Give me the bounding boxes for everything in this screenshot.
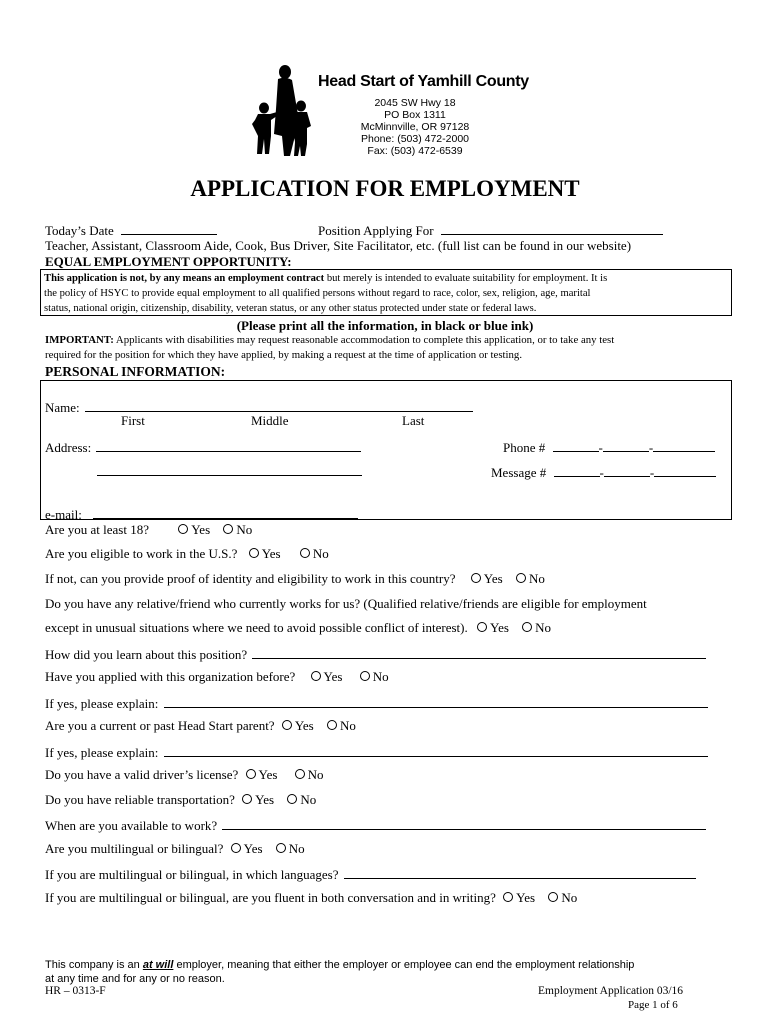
question-parent-text: Are you a current or past Head Start parent? xyxy=(45,718,275,733)
option-label: Yes xyxy=(294,718,314,733)
at-will-text-post: employer, meaning that either the employer or employee can end the employment relationship xyxy=(173,959,635,971)
name-field[interactable] xyxy=(85,398,473,412)
position-label: Position Applying For xyxy=(318,223,434,238)
question-learn-text: How did you learn about this position? xyxy=(45,647,248,662)
question-languages xyxy=(45,865,696,883)
at-will-text-line2: at any time and for any or no reason. xyxy=(45,973,225,985)
eeo-text-3: status, national origin, citizenship, disability, veteran status, or any other status protected under state or federal laws. xyxy=(44,303,537,314)
question-fluent-text: If you are multilingual or bilingual, are you fluent in both conversation and in writing? xyxy=(45,890,496,905)
org-name: Head Start of Yamhill County xyxy=(318,73,529,90)
radio-icon xyxy=(231,843,241,853)
radio-icon xyxy=(223,524,233,534)
name-middle-label: Middle xyxy=(251,413,289,428)
important-label: IMPORTANT: xyxy=(45,334,114,346)
radio-icon xyxy=(360,671,370,681)
message-row: Message # - - xyxy=(491,463,716,481)
parent-yes-option[interactable] xyxy=(282,718,314,734)
question-available-text: When are you available to work? xyxy=(45,818,218,833)
question-relative-line1: Do you have any relative/friend who currently works for us? (Qualified relative/friends are eligible for employment xyxy=(45,596,647,611)
radio-icon xyxy=(311,671,321,681)
org-address-line1: 2045 SW Hwy 18 xyxy=(374,97,456,109)
address-label: Address: xyxy=(45,440,92,455)
question-explain-applied-text: If yes, please explain: xyxy=(45,696,159,711)
applied-yes-option[interactable] xyxy=(311,669,343,685)
age-no-option[interactable] xyxy=(223,522,252,538)
option-label: No xyxy=(312,546,329,561)
radio-icon xyxy=(249,548,259,558)
radio-icon xyxy=(295,769,305,779)
phone-area-field[interactable] xyxy=(553,438,599,452)
org-address-line3: McMinnville, OR 97128 xyxy=(360,121,470,133)
org-address-line2: PO Box 1311 xyxy=(384,109,446,121)
question-available xyxy=(45,816,706,834)
question-applied-text: Have you applied with this organization before? xyxy=(45,669,296,684)
question-learn xyxy=(45,645,706,663)
proof-yes-option[interactable] xyxy=(471,571,503,587)
org-address xyxy=(340,97,490,157)
radio-icon xyxy=(282,720,292,730)
option-label: Yes xyxy=(483,571,503,586)
question-fluent xyxy=(45,890,577,906)
message-prefix-field[interactable] xyxy=(604,463,650,477)
message-area-field[interactable] xyxy=(554,463,600,477)
date-row xyxy=(45,221,217,239)
print-note: (Please print all the information, in black or blue ink) xyxy=(236,318,534,333)
eeo-heading: EQUAL EMPLOYMENT OPPORTUNITY: xyxy=(45,254,292,269)
personal-heading: PERSONAL INFORMATION: xyxy=(45,364,226,379)
age-yes-option[interactable] xyxy=(178,522,210,538)
question-proof xyxy=(45,571,545,587)
parent-no-option[interactable] xyxy=(327,718,356,734)
important-text-2: required for the position for which they have applied, by making a request at the time of application or testing. xyxy=(45,349,523,361)
question-explain-parent xyxy=(45,743,708,761)
message-line-field[interactable] xyxy=(654,463,716,477)
relative-no-option[interactable] xyxy=(522,620,551,636)
important-text-1: Applicants with disabilities may request reasonable accommodation to complete this application, or to take any test xyxy=(113,334,615,346)
org-fax: Fax: (503) 472-6539 xyxy=(367,145,463,157)
radio-icon xyxy=(242,794,252,804)
question-explain-parent-text: If yes, please explain: xyxy=(45,745,159,760)
question-multi-text: Are you multilingual or bilingual? xyxy=(45,841,224,856)
option-label: Yes xyxy=(490,620,509,635)
at-will-text-pre: This company is an xyxy=(45,959,143,971)
phone-prefix-field[interactable] xyxy=(603,438,649,452)
question-multi xyxy=(45,841,305,857)
question-languages-text: If you are multilingual or bilingual, in which languages? xyxy=(45,867,339,882)
form-name: Employment Application 03/16 xyxy=(538,985,684,997)
phone-label: Phone # xyxy=(503,440,546,455)
radio-icon xyxy=(471,573,481,583)
radio-icon xyxy=(516,573,526,583)
relative-yes-option[interactable] xyxy=(477,620,509,636)
question-explain-applied xyxy=(45,694,708,712)
phone-line-field[interactable] xyxy=(653,438,715,452)
option-label: Yes xyxy=(243,841,263,856)
at-will-notice xyxy=(45,958,634,986)
phone-row: Phone # - - xyxy=(503,438,715,456)
radio-icon xyxy=(477,622,487,632)
position-field[interactable] xyxy=(441,221,663,235)
radio-icon xyxy=(503,892,513,902)
radio-icon xyxy=(276,843,286,853)
form-code: HR – 0313-F xyxy=(45,985,106,997)
option-label: No xyxy=(300,792,317,807)
question-transport-text: Do you have reliable transportation? xyxy=(45,792,235,807)
transport-yes-option[interactable] xyxy=(242,792,274,808)
radio-icon xyxy=(548,892,558,902)
eeo-text-2: the policy of HSYC to provide equal employment to all qualified persons without regard to race, color, sex, religion, age, marital xyxy=(44,288,591,299)
org-phone: Phone: (503) 472-2000 xyxy=(361,133,469,145)
option-label: No xyxy=(372,669,389,684)
radio-icon xyxy=(178,524,188,534)
email-label: e-mail: xyxy=(45,507,82,522)
question-license xyxy=(45,767,324,783)
eeo-bold-text: This application is not, by any means an employment contract xyxy=(44,273,325,284)
option-label: Yes xyxy=(255,792,275,807)
email-row xyxy=(45,505,358,523)
radio-icon xyxy=(246,769,256,779)
address-row xyxy=(45,438,361,456)
address-field-line1[interactable] xyxy=(96,438,361,452)
option-label: No xyxy=(288,841,305,856)
question-transport xyxy=(45,792,316,808)
positions-note: Teacher, Assistant, Classroom Aide, Cook, Bus Driver, Site Facilitator, etc. (full list can be found in our website) xyxy=(45,238,632,253)
at-will-emphasis: at will xyxy=(142,959,174,971)
eligible-no-option[interactable] xyxy=(300,546,329,562)
date-label: Today’s Date xyxy=(45,223,114,238)
question-relative-line2 xyxy=(45,620,551,636)
option-label: Yes xyxy=(516,890,536,905)
question-proof-text: If not, can you provide proof of identity and eligibility to work in this country? xyxy=(45,571,456,586)
question-eligible xyxy=(45,546,329,562)
eligible-yes-option[interactable] xyxy=(249,546,281,562)
question-eligible-text: Are you eligible to work in the U.S.? xyxy=(45,546,238,561)
option-label: No xyxy=(340,718,356,733)
message-label: Message # xyxy=(491,465,547,480)
option-label: Yes xyxy=(323,669,343,684)
option-label: No xyxy=(535,620,552,635)
explain-parent-field[interactable] xyxy=(164,743,708,757)
radio-icon xyxy=(287,794,297,804)
question-relative-text: except in unusual situations where we need to avoid possible conflict of interest). xyxy=(45,620,468,635)
radio-icon xyxy=(522,622,532,632)
license-yes-option[interactable] xyxy=(246,767,278,783)
option-label: Yes xyxy=(261,546,281,561)
logo-silhouette xyxy=(240,64,320,159)
question-license-text: Do you have a valid driver’s license? xyxy=(45,767,239,782)
name-last-label: Last xyxy=(402,413,425,428)
fluent-yes-option[interactable] xyxy=(503,890,535,906)
radio-icon xyxy=(300,548,310,558)
option-label: No xyxy=(561,890,578,905)
option-label: No xyxy=(307,767,324,782)
name-first-label: First xyxy=(121,413,145,428)
option-label: No xyxy=(528,571,545,586)
question-parent xyxy=(45,718,356,734)
email-field[interactable] xyxy=(93,505,358,519)
license-no-option[interactable] xyxy=(295,767,324,783)
name-label: Name: xyxy=(45,400,80,415)
radio-icon xyxy=(327,720,337,730)
date-field[interactable] xyxy=(121,221,217,235)
transport-no-option[interactable] xyxy=(287,792,316,808)
page-number: Page 1 of 6 xyxy=(628,999,678,1011)
eeo-box xyxy=(40,269,732,316)
important-note xyxy=(45,333,614,363)
position-row xyxy=(318,221,663,239)
proof-no-option[interactable] xyxy=(516,571,545,587)
address-field-line2[interactable] xyxy=(97,462,362,476)
multi-yes-option[interactable] xyxy=(231,841,263,857)
eeo-text-1: but merely is intended to evaluate suitability for employment. It is xyxy=(324,273,608,284)
option-label: Yes xyxy=(191,522,211,537)
option-label: Yes xyxy=(258,767,278,782)
multi-no-option[interactable] xyxy=(276,841,305,857)
available-field[interactable] xyxy=(222,816,706,830)
question-age-text: Are you at least 18? xyxy=(45,522,149,537)
applied-no-option[interactable] xyxy=(360,669,389,685)
page-title: APPLICATION FOR EMPLOYMENT xyxy=(190,176,580,201)
languages-field[interactable] xyxy=(344,865,696,879)
learn-field[interactable] xyxy=(252,645,706,659)
question-applied xyxy=(45,669,389,685)
question-age xyxy=(45,522,252,538)
explain-applied-field[interactable] xyxy=(164,694,708,708)
fluent-no-option[interactable] xyxy=(548,890,577,906)
option-label: No xyxy=(236,522,253,537)
